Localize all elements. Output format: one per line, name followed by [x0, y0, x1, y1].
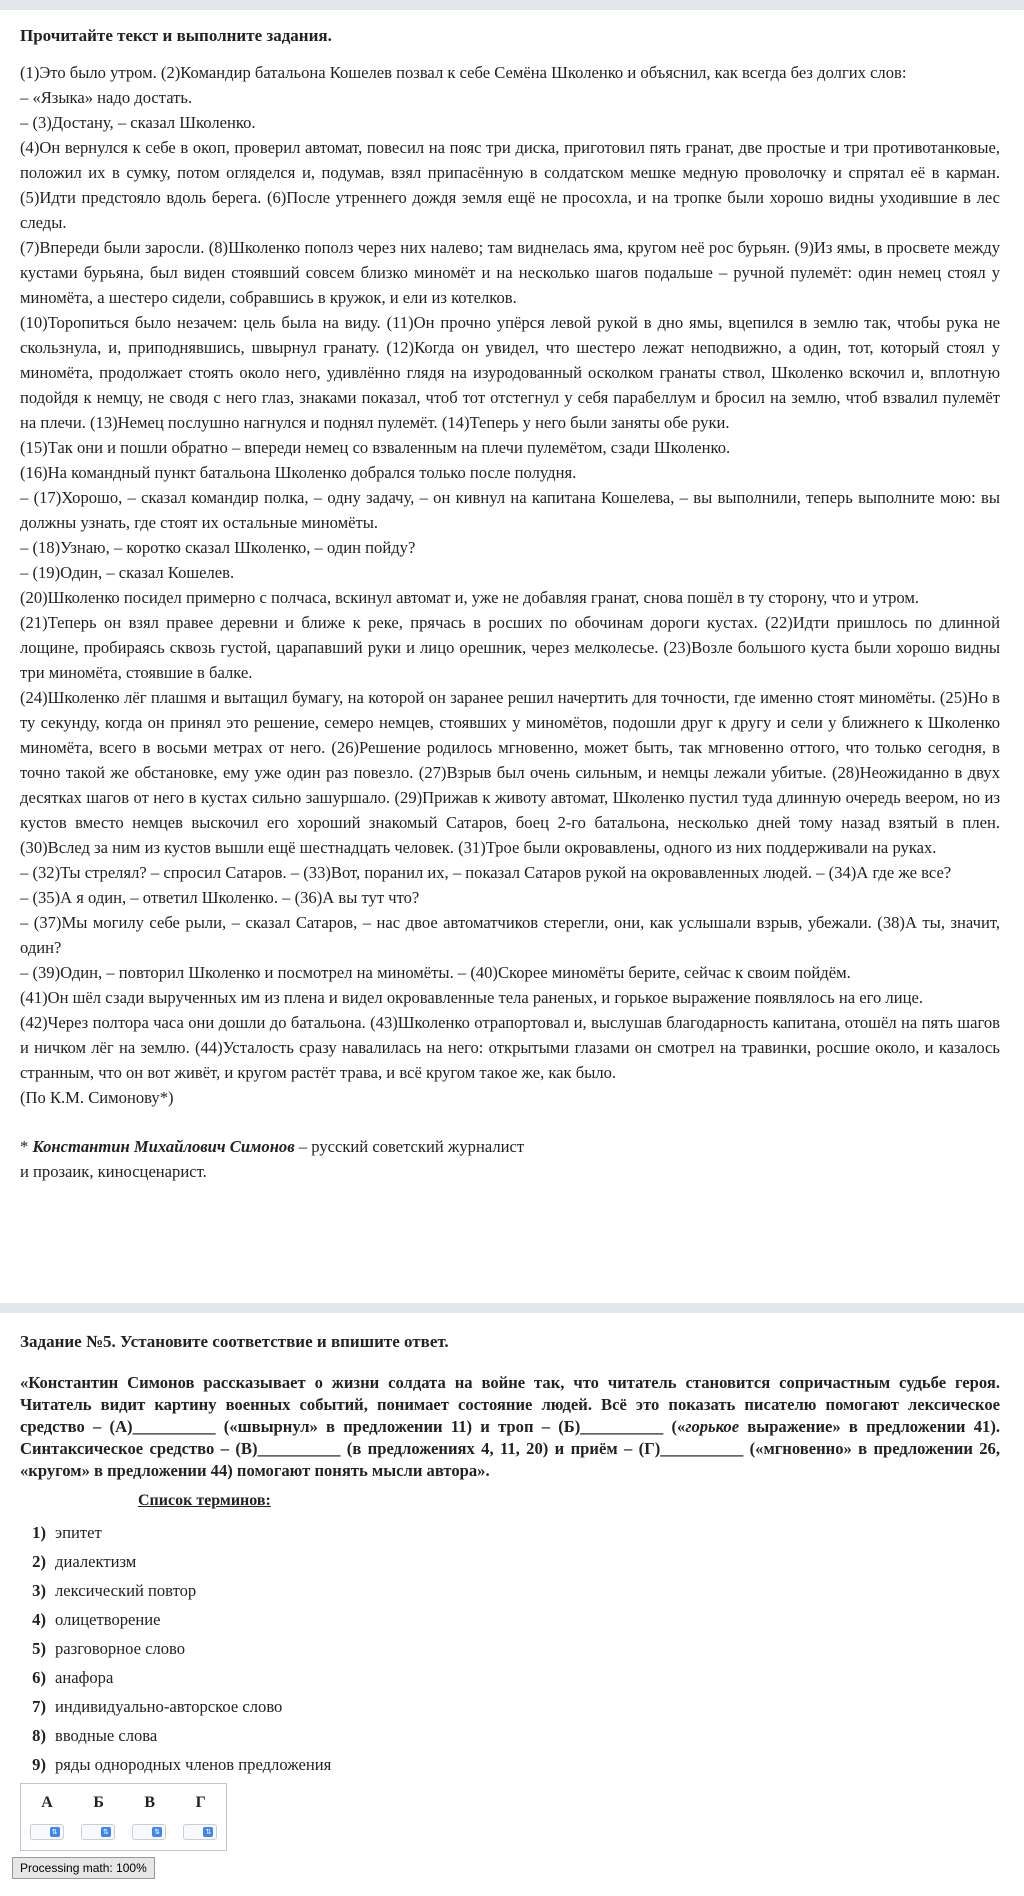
term-number: 9) — [32, 1755, 46, 1774]
text-paragraph: (1)Это было утром. (2)Командир батальона Кошелев позвал к себе Семёна Школенко и объяснил, как всегда без долгих слов: — [20, 63, 907, 82]
answer-header: А — [41, 1794, 53, 1811]
answer-select[interactable] — [132, 1824, 166, 1840]
up-down-arrows-icon: ⇅ — [152, 1827, 162, 1837]
term-item — [20, 1750, 1000, 1779]
top-separator — [0, 0, 1024, 10]
term-item — [20, 1547, 1000, 1576]
footnote-text-line2: и прозаик, киносценарист. — [20, 1162, 207, 1181]
text-paragraph: – (37)Мы могилу себе рыли, – сказал Сатаров, – нас двое автоматчиков стерегли, они, как услышали взрыв, убежали. (38)А ты, значит, один? — [20, 913, 1000, 957]
text-paragraph: (По К.М. Симонову*) — [20, 1088, 174, 1107]
text-paragraph: – (32)Ты стрелял? – спросил Сатаров. – (33)Вот, поранил их, – показал Сатаров рукой на окровавленных людей. – (34)А где же все? — [20, 863, 952, 882]
answer-select[interactable] — [30, 1824, 64, 1840]
up-down-arrows-icon: ⇅ — [101, 1827, 111, 1837]
text-paragraph: (16)На командный пункт батальона Школенко добрался только после полудня. — [20, 463, 577, 482]
text-paragraph: (4)Он вернулся к себе в окоп, проверил автомат, повесил на пояс три диска, приготовил пять гранат, две простые и три противотанковые, положил их в сумку, потом огляделся и, подумав, взял припасённую в солдатском мешке медную проволочку и спрятал её в карман. (5)Идти предстояло вдоль берега. (6)После утреннего дождя земля ещё не просохла, и на тропке были хорошо видны уходившие в лес следы. — [20, 138, 1000, 232]
text-paragraph: (20)Школенко посидел примерно с полчаса, вскинул автомат и, уже не добавляя гранат, снова пошёл в ту сторону, что и утром. — [20, 588, 919, 607]
answer-select[interactable] — [81, 1824, 115, 1840]
text-paragraph: (41)Он шёл сзади вырученных им из плена и видел окровавленные тела раненых, и горькое выражение появлялось на его лице. — [20, 988, 923, 1007]
term-item — [20, 1721, 1000, 1750]
term-number: 5) — [32, 1639, 46, 1658]
term-item — [20, 1518, 1000, 1547]
reading-text — [20, 60, 1000, 1110]
answer-header: Б — [93, 1794, 104, 1811]
term-number: 3) — [32, 1581, 46, 1600]
terms-list — [20, 1518, 1000, 1779]
text-paragraph: (21)Теперь он взял правее деревни и ближе к реке, прячась в росших по обочинам дороги кустах. (22)Идти пришлось по длинной лощине, пробираясь сквозь густой, царапавший руки и лицо орешник, через мелколесье. (23)Возле большого куста были хорошо видны три миномёта, стоявшие в балке. — [20, 613, 1000, 682]
term-label: диалектизм — [55, 1552, 137, 1571]
term-label: анафора — [55, 1668, 114, 1687]
text-paragraph: – (18)Узнаю, – коротко сказал Школенко, – один пойду? — [20, 538, 416, 557]
text-paragraph: (24)Школенко лёг плашмя и вытащил бумагу, на которой он заранее решил начертить для точности, где именно стоят миномёты. (25)Но в ту секунду, когда он принял это решение, семеро немцев, стоявших у миномётов, подошли друг к другу и сели у ближнего к Школенко миномёта, всего в восьми метрах от него. (26)Решение родилось мгновенно, может быть, так мгновенно оттого, что только сегодня, в точно такой же обстановке, ему уже один раз повезло. (27)Взрыв был очень сильным, и немцы лежали убитые. (28)Неожиданно в двух десятках шагов от него в кустах сильно зашуршало. (29)Прижав к животу автомат, Школенко пустил туда длинную очередь веером, но из кустов вместо немцев выскочил его хороший знакомый Сатаров, боец 2-го батальона, несколько дней тому назад взятый в плен. (30)Вслед за ним из кустов вышли ещё шестнадцать человек. (31)Трое были окровавлены, одного из них поддерживали на руках. — [20, 688, 1000, 857]
text-paragraph: – (3)Достану, – сказал Школенко. — [20, 113, 256, 132]
text-paragraph: (42)Через полтора часа они дошли до батальона. (43)Школенко отрапортовал и, выслушав благодарность капитана, отошёл на пять шагов и ничком лёг на землю. (44)Усталость сразу навалилась на него: открытыми глазами он смотрел на травинки, росшие около, и казалось странным, что он вот живёт, и кругом растёт трава, и всё кругом такое же, как было. — [20, 1013, 1000, 1082]
task5-section — [20, 1330, 1000, 1779]
footnote-star: * — [20, 1137, 33, 1156]
text-paragraph: – (19)Один, – сказал Кошелев. — [20, 563, 235, 582]
text-paragraph: – «Языка» надо достать. — [20, 88, 193, 107]
term-label: вводные слова — [55, 1726, 158, 1745]
term-number: 4) — [32, 1610, 46, 1629]
up-down-arrows-icon: ⇅ — [50, 1827, 60, 1837]
text-paragraph: – (17)Хорошо, – сказал командир полка, – одну задачу, – он кивнул на капитана Кошелева, – вы выполнили, теперь выполните мою: вы должны узнать, где стоят их остальные миномёты. — [20, 488, 1000, 532]
reading-section — [20, 24, 1000, 1184]
terms-heading: Список терминов: — [138, 1492, 271, 1509]
task5-text: «Константин Симонов рассказывает о жизни солдата на войне так, что читатель становится сопричастным судьбе героя. Читатель видит картину военных событий, понимает состояние людей. Всё это показать писателю помогают лексическое средство – (А)__________ («швырнул» в предложении 11) и троп – (Б)__________ («горькое выражение» в предложении 41). Синтаксическое средство – (В)__________ (в предложениях 4, 11, 20) и приём – (Г)__________ («мгновенно» в предложении 26, «кругом» в предложении 44) помогают понять мысли автора». — [20, 1373, 1000, 1480]
footnote-text: – русский советский журналист — [294, 1137, 525, 1156]
term-number: 8) — [32, 1726, 46, 1745]
text-paragraph: – (39)Один, – повторил Школенко и посмотрел на миномёты. – (40)Скорее миномёты берите, сейчас к своим пойдём. — [20, 963, 851, 982]
reading-title: Прочитайте текст и выполните задания. — [20, 26, 332, 45]
term-item — [20, 1692, 1000, 1721]
up-down-arrows-icon: ⇅ — [203, 1827, 213, 1837]
term-label: ряды однородных членов предложения — [55, 1755, 332, 1774]
term-label: разговорное слово — [55, 1639, 186, 1658]
term-item — [20, 1634, 1000, 1663]
term-label: индивидуально-авторское слово — [55, 1697, 283, 1716]
footnote-author-name: Константин Михайлович Симонов — [32, 1137, 295, 1156]
answer-table — [20, 1783, 227, 1851]
term-label: эпитет — [55, 1523, 102, 1542]
text-paragraph: (10)Торопиться было незачем: цель была на виду. (11)Он прочно упёрся левой рукой в дно ямы, вцепился в землю так, чтобы рука не скользнула, и, приподнявшись, швырнул гранату. (12)Когда он увидел, что шестеро лежат неподвижно, а один, тот, который стоял у миномёта, продолжает стоять около него, удивлённо глядя на изуродованный осколком гранаты ствол, Школенко вскочил и, вплотную подойдя к немцу, не сводя с него глаз, знаками показал, чтоб тот отстегнул у себя парабеллум и бросил на землю, чтоб взвалил пулемёт на плечи. (13)Немец послушно нагнулся и поднял пулемёт. (14)Теперь у него были заняты обе руки. — [20, 313, 1000, 432]
term-item — [20, 1663, 1000, 1692]
footnote — [20, 1134, 1000, 1184]
answer-select[interactable] — [183, 1824, 217, 1840]
term-number: 7) — [32, 1697, 46, 1716]
text-paragraph: (7)Впереди были заросли. (8)Школенко пополз через них налево; там виднелась яма, кругом неё рос бурьян. (9)Из ямы, в просвете между кустами бурьяна, был виден стоявший совсем близко миномёт и на несколько шагов подальше – ручной пулемёт: один немец стоял у миномёта, а шестеро сидели, собравшись в кружок, и ели из котелков. — [20, 238, 1000, 307]
text-paragraph: – (35)А я один, – ответил Школенко. – (36)А вы тут что? — [20, 888, 420, 907]
processing-status: Processing math: 100% — [12, 1857, 155, 1879]
term-item — [20, 1576, 1000, 1605]
section-separator — [0, 1303, 1024, 1313]
answer-header: Г — [195, 1794, 206, 1811]
term-label: лексический повтор — [55, 1581, 197, 1600]
task5-title: Задание №5. Установите соответствие и впишите ответ. — [20, 1332, 449, 1351]
term-label: олицетворение — [55, 1610, 161, 1629]
term-item — [20, 1605, 1000, 1634]
answer-header: В — [144, 1794, 156, 1811]
term-number: 6) — [32, 1668, 46, 1687]
term-number: 1) — [32, 1523, 46, 1542]
text-paragraph: (15)Так они и пошли обратно – впереди немец со взваленным на плечи пулемётом, сзади Школенко. — [20, 438, 731, 457]
term-number: 2) — [32, 1552, 46, 1571]
